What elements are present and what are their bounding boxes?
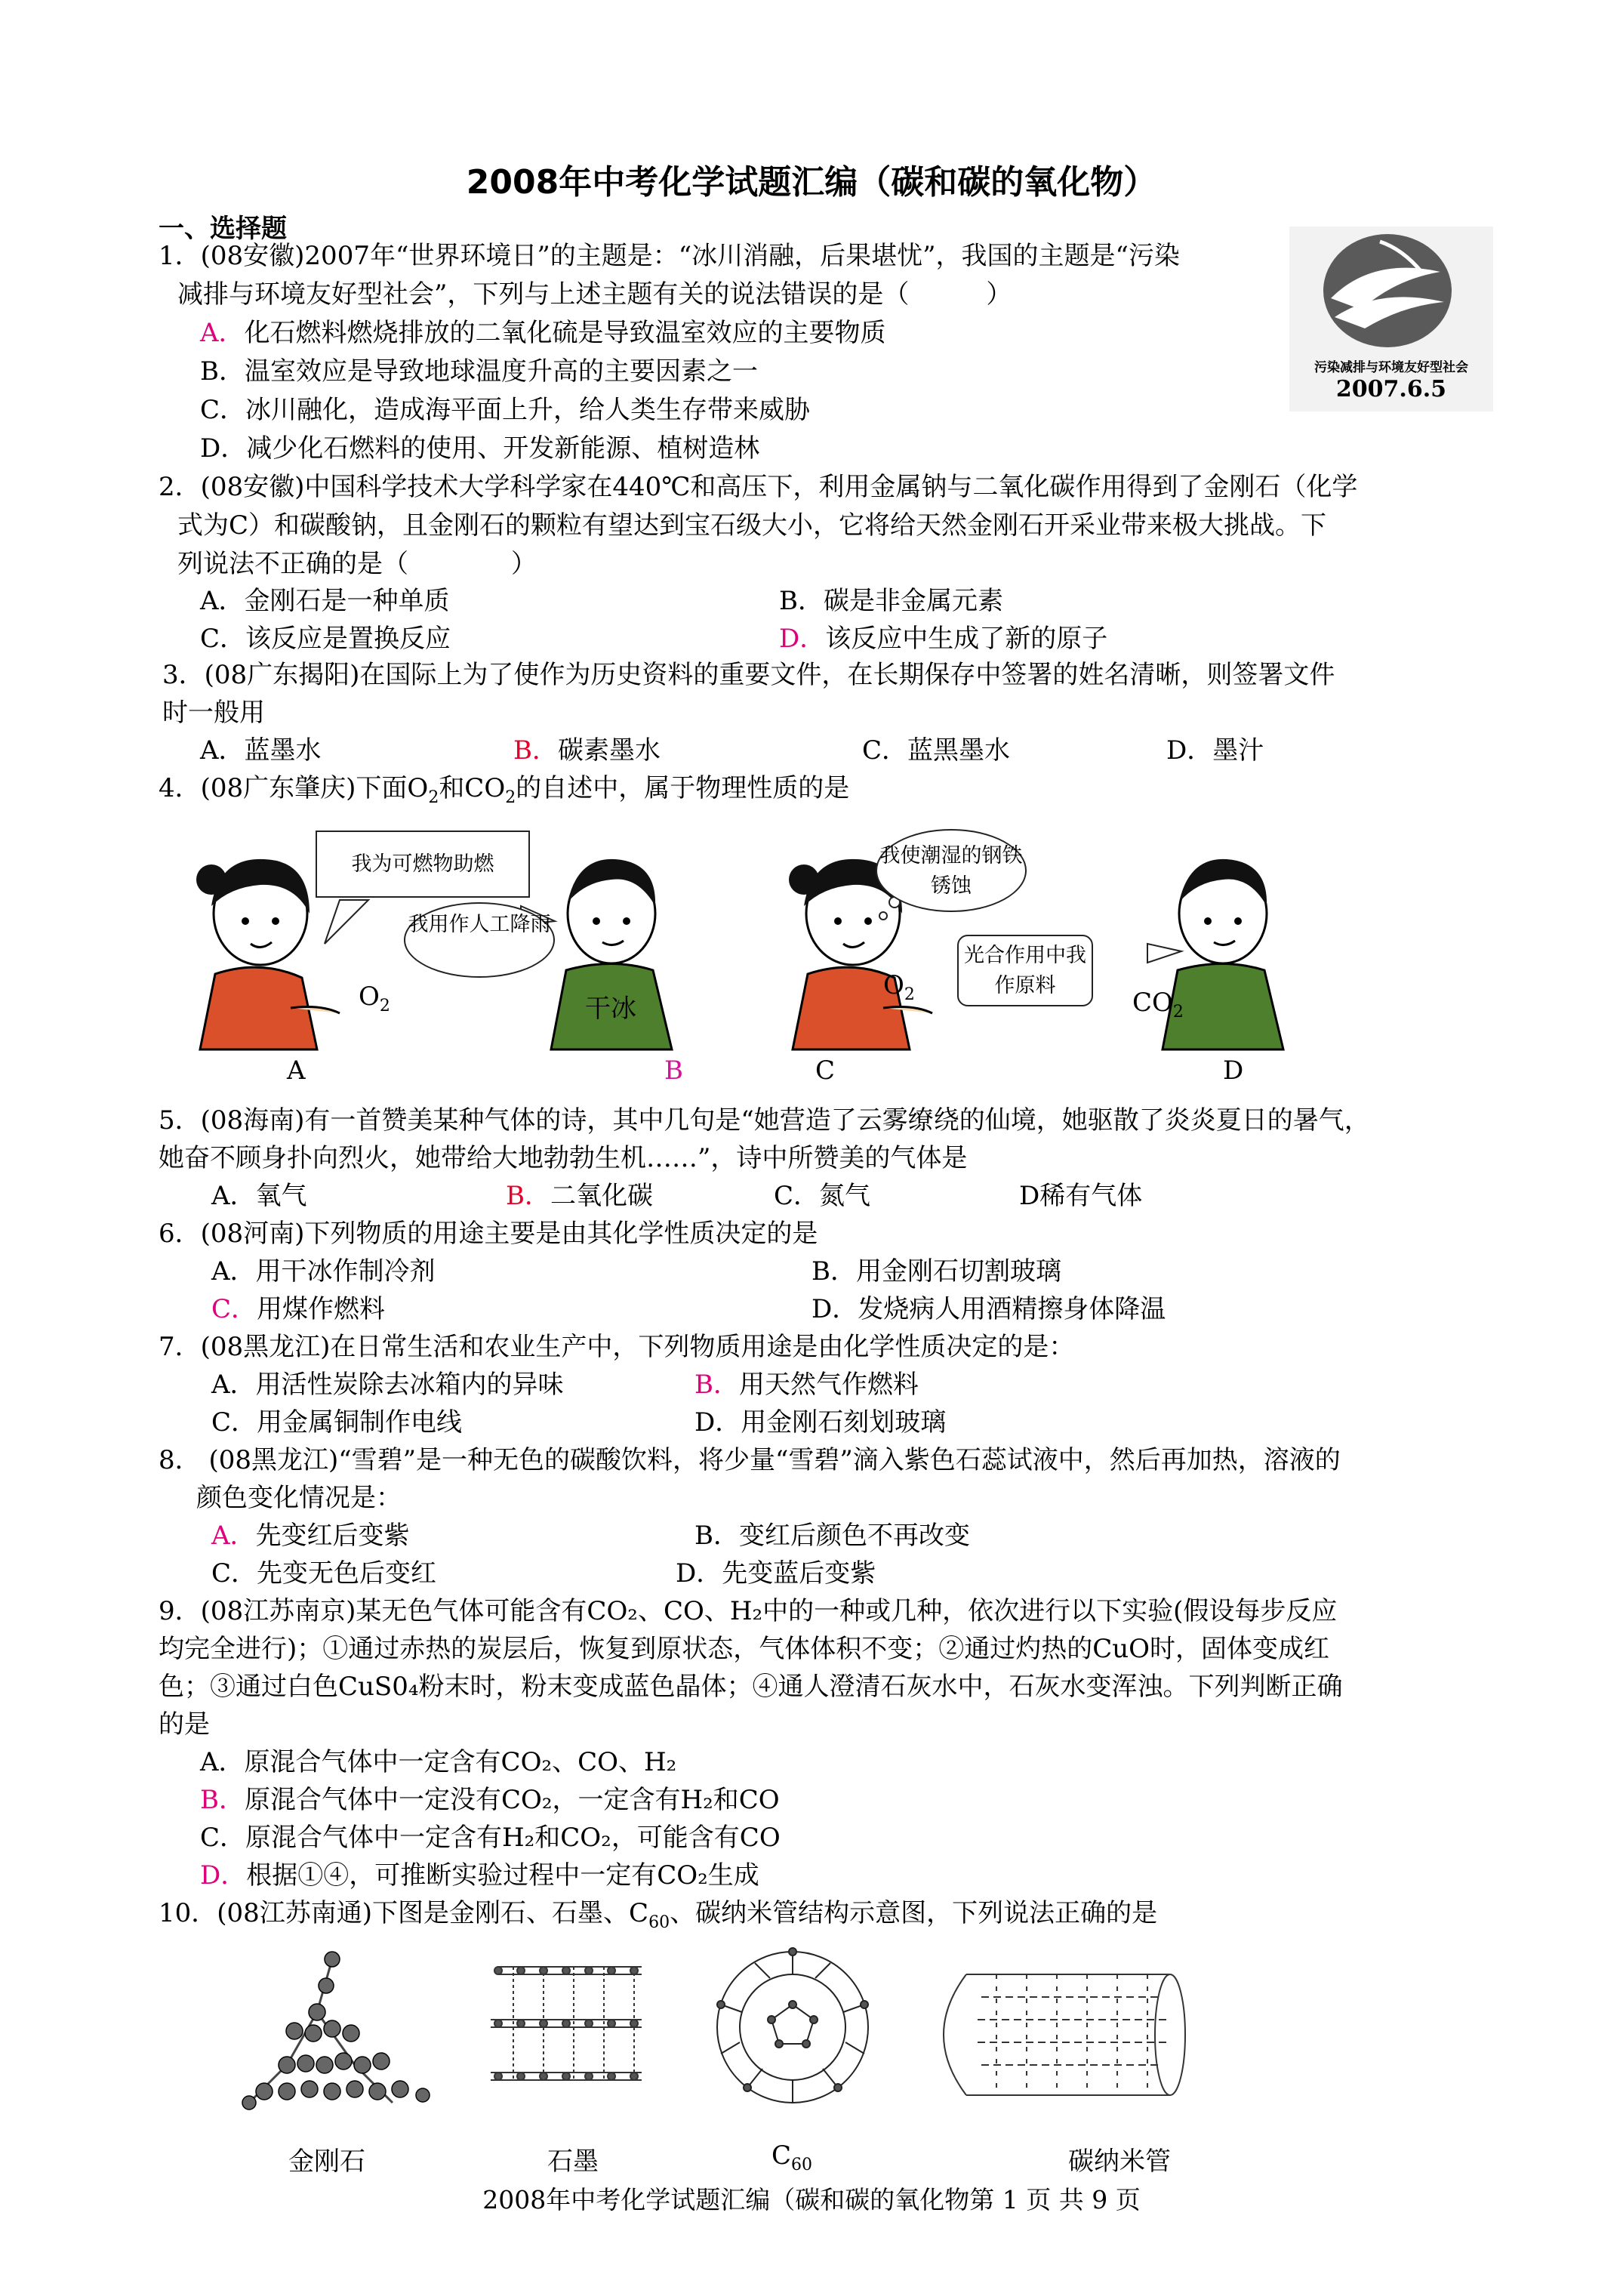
q3-b-text: 碳素墨水 xyxy=(558,735,661,766)
q4-label-b: B xyxy=(664,1056,683,1086)
q9-b-text: 原混合气体中一定没有CO₂，一定含有H₂和CO xyxy=(245,1785,780,1815)
q1-option-a xyxy=(200,315,886,351)
q7-option-b xyxy=(694,1367,919,1403)
bubble-d: 光合作用中我作原料 xyxy=(957,935,1093,1006)
q4-text-a: 4．(08广东肇庆)下面O xyxy=(159,773,429,803)
q10-structure-figure xyxy=(242,1944,1223,2133)
gas-a-sub: 2 xyxy=(379,996,390,1015)
q8-line2: 颜色变化情况是： xyxy=(196,1483,402,1513)
q8-line1: 8． (08黑龙江)“雪碧”是一种无色的碳酸饮料，将少量“雪碧”滴入紫色石蕊试液中，然后再加热，溶液的 xyxy=(159,1445,1341,1475)
q4-label-a: A xyxy=(287,1056,306,1086)
gas-a xyxy=(359,982,390,1015)
q10-sub: 60 xyxy=(648,1912,670,1932)
q3-line2: 时一般用 xyxy=(162,698,265,728)
q6-option-b: B．用金刚石切割玻璃 xyxy=(812,1256,1061,1287)
label-c60 xyxy=(771,2140,812,2174)
q6-option-c xyxy=(211,1291,385,1327)
gas-c-sub: 2 xyxy=(904,985,915,1004)
label-diamond: 金刚石 xyxy=(288,2147,365,2177)
gas-c xyxy=(883,970,915,1004)
q3-option-c: C．蓝黑墨水 xyxy=(862,735,1011,766)
q7-option-c: C．用金属铜制作电线 xyxy=(211,1407,463,1438)
q10-text-a: 10．(08江苏南通)下图是金刚石、石墨、C xyxy=(159,1898,649,1928)
label-nanotube: 碳纳米管 xyxy=(1068,2147,1171,2177)
gas-d-sub: 2 xyxy=(1172,1002,1184,1022)
q8-option-b: B．变红后颜色不再改变 xyxy=(694,1521,970,1551)
q9-d-text: 根据①④，可推断实验过程中一定有CO₂生成 xyxy=(246,1860,759,1891)
q1-option-d: D．减少化石燃料的使用、开发新能源、植树造林 xyxy=(200,433,760,464)
q8-a-text: 先变红后变紫 xyxy=(255,1521,410,1551)
q2-line1: 2．(08安徽)中国科学技术大学科学家在440℃和高压下，利用金属钠与二氧化碳作用得到了金刚石（化学 xyxy=(159,472,1358,502)
label-graphite: 石墨 xyxy=(547,2147,599,2177)
q7-option-d: D．用金刚石刻划玻璃 xyxy=(694,1407,947,1438)
q3-option-d: D．墨汁 xyxy=(1166,735,1264,766)
q1-line2: 减排与环境友好型社会”，下列与上述主题有关的说法错误的是（ ） xyxy=(177,279,1012,310)
q6-option-d: D．发烧病人用酒精擦身体降温 xyxy=(812,1294,1166,1324)
bubble-c: 我使潮湿的钢铁锈蚀 xyxy=(876,829,1027,912)
bubble-a: 我为可燃物助燃 xyxy=(316,831,530,898)
q4-label-d: D xyxy=(1223,1056,1244,1086)
q1-option-c: C．冰川融化，造成海平面上升，给人类生存带来威胁 xyxy=(200,395,811,425)
page-footer: 2008年中考化学试题汇编（碳和碳的氧化物第 1 页 共 9 页 xyxy=(482,2185,1141,2214)
gas-b: 干冰 xyxy=(585,994,636,1024)
q6-c-text: 用煤作燃料 xyxy=(257,1294,386,1324)
q5-option-a: A．氧气 xyxy=(211,1181,307,1211)
q5-b-text: 二氧化碳 xyxy=(550,1181,653,1211)
q3-option-b xyxy=(513,732,661,769)
q1-a-text: 化石燃料燃烧排放的二氧化硫是导致温室效应的主要物质 xyxy=(244,318,886,348)
q4-sub-a: 2 xyxy=(428,787,439,807)
q9-line4: 的是 xyxy=(159,1709,210,1740)
q4-text-b: 和CO xyxy=(439,773,506,803)
q5-b-letter: B． xyxy=(506,1181,550,1211)
logo-text: 污染减排与环境友好型社会 xyxy=(1314,360,1468,375)
q8-option-c: C．先变无色后变红 xyxy=(211,1558,437,1589)
q9-option-b xyxy=(200,1782,780,1818)
q10-text-b: 、碳纳米管结构示意图，下列说法正确的是 xyxy=(670,1898,1158,1928)
q5-option-b xyxy=(506,1178,653,1214)
q2-d-letter: D． xyxy=(779,624,826,654)
q1-option-b: B．温室效应是导致地球温度升高的主要因素之一 xyxy=(200,356,758,387)
q8-a-letter: A． xyxy=(211,1521,256,1551)
q9-option-a: A．原混合气体中一定含有CO₂、CO、H₂ xyxy=(200,1747,677,1777)
q4-text-c: 的自述中，属于物理性质的是 xyxy=(516,773,850,803)
q2-option-b: B．碳是非金属元素 xyxy=(779,586,1003,616)
q1-line1: 1．(08安徽)2007年“世界环境日”的主题是：“冰川消融，后果堪忧”，我国的主题是“污染 xyxy=(159,241,1180,271)
q9-line1: 9．(08江苏南京)某无色气体可能含有CO₂、CO、H₂中的一种或几种，依次进行以下实验(假设每步反应 xyxy=(159,1596,1338,1626)
q7-option-a: A．用活性炭除去冰箱内的异味 xyxy=(211,1370,564,1400)
q5-line1: 5．(08海南)有一首赞美某种气体的诗，其中几句是“她营造了云雾缭绕的仙境，她驱散了炎炎夏日的暑气， xyxy=(159,1105,1370,1136)
q6-line1: 6．(08河南)下列物质的用途主要是由其化学性质决定的是 xyxy=(159,1219,818,1249)
q9-option-c: C．原混合气体中一定含有H₂和CO₂，可能含有CO xyxy=(200,1823,781,1853)
gas-d-text: CO xyxy=(1132,988,1173,1018)
q4-line1 xyxy=(159,770,849,816)
q2-line3: 列说法不正确的是（ ） xyxy=(177,549,537,579)
q2-option-d xyxy=(779,621,1107,657)
q7-line1: 7．(08黑龙江)在日常生活和农业生产中，下列物质用途是由化学性质决定的是： xyxy=(159,1332,1075,1362)
q9-line3: 色；③通过白色CuS0₄粉末时，粉末变成蓝色晶体；④通人澄清石灰水中，石灰水变浑浊。下列判断正确 xyxy=(159,1672,1343,1702)
q6-c-letter: C． xyxy=(211,1294,257,1324)
q2-option-a: A．金刚石是一种单质 xyxy=(200,586,450,616)
q2-line2: 式为C）和碳酸钠，且金刚石的颗粒有望达到宝石级大小，它将给天然金刚石开采业带来极大挑战。下 xyxy=(177,510,1327,541)
nanotube-structure-icon xyxy=(944,1974,1185,2095)
q9-b-letter: B． xyxy=(200,1785,245,1815)
label-c60-text: C xyxy=(771,2140,792,2171)
c60-structure-icon xyxy=(717,1948,868,2103)
q9-line2: 均完全进行)；①通过赤热的炭层后，恢复到原状态，气体体积不变；②通过灼热的CuO时，固体变成红 xyxy=(159,1634,1330,1664)
logo-date: 2007.6.5 xyxy=(1335,376,1447,402)
q9-d-letter: D． xyxy=(200,1860,247,1891)
diamond-structure-icon xyxy=(242,1952,430,2110)
gas-c-text: O xyxy=(883,970,904,1000)
graphite-structure-icon xyxy=(491,1967,642,2080)
page-title: 2008年中考化学试题汇编（碳和碳的氧化物） xyxy=(466,163,1157,202)
section-heading: 一、选择题 xyxy=(159,214,287,244)
q8-option-a xyxy=(211,1518,410,1554)
gas-a-text: O xyxy=(359,982,380,1012)
gas-d xyxy=(1132,988,1184,1022)
bubble-b: 我用作人工降雨 xyxy=(404,902,555,978)
q10-line1 xyxy=(159,1895,1157,1941)
q1-a-letter: A． xyxy=(200,318,245,348)
q7-b-letter: B． xyxy=(694,1370,739,1400)
q2-d-text: 该反应中生成了新的原子 xyxy=(825,624,1108,654)
q6-option-a: A．用干冰作制冷剂 xyxy=(211,1256,436,1287)
q7-b-text: 用天然气作燃料 xyxy=(739,1370,919,1400)
q3-b-letter: B． xyxy=(513,735,558,766)
q3-line1: 3．(08广东揭阳)在国际上为了使作为历史资料的重要文件，在长期保存中签署的姓名清晰，则签署文件 xyxy=(162,660,1335,690)
q3-option-a: A．蓝墨水 xyxy=(200,735,322,766)
q8-option-d: D．先变蓝后变紫 xyxy=(676,1558,876,1589)
q9-option-d xyxy=(200,1857,759,1894)
q4-label-c: C xyxy=(815,1056,836,1086)
q5-option-d: D稀有气体 xyxy=(1019,1181,1143,1211)
label-c60-sub: 60 xyxy=(791,2155,813,2174)
q5-line2: 她奋不顾身扑向烈火，她带给大地勃勃生机……”，诗中所赞美的气体是 xyxy=(159,1143,968,1173)
q4-sub-b: 2 xyxy=(505,787,516,807)
q2-option-c: C．该反应是置换反应 xyxy=(200,624,451,654)
q5-option-c: C．氮气 xyxy=(774,1181,871,1211)
environment-day-logo xyxy=(1289,227,1493,411)
